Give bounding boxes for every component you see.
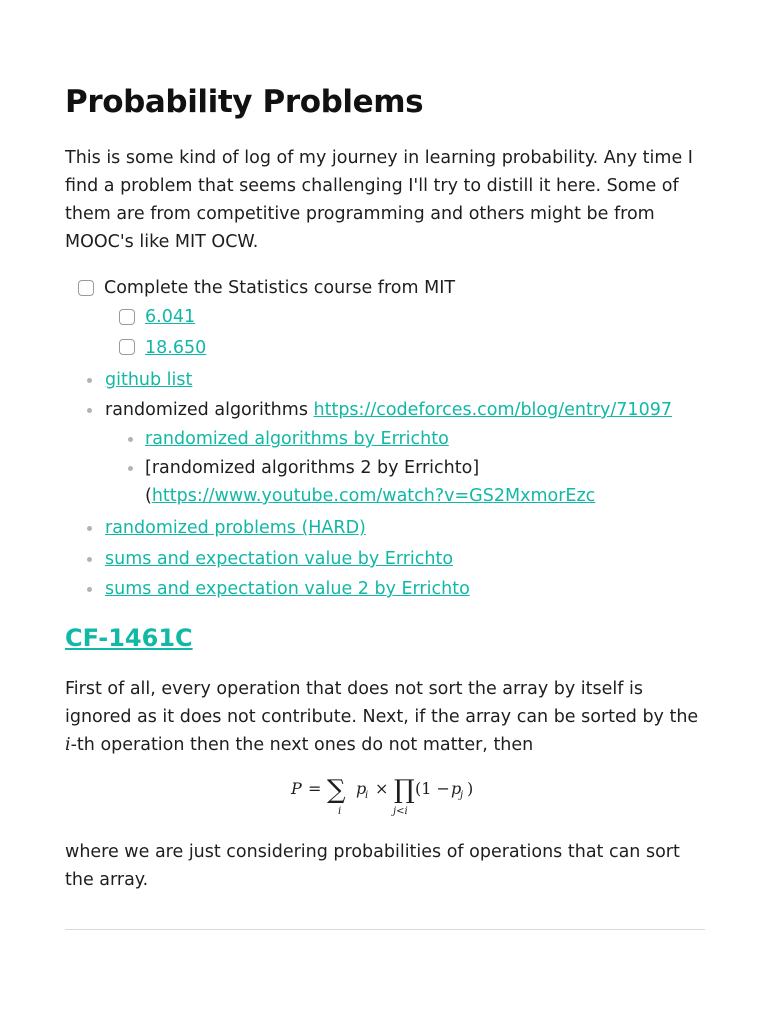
probability-formula (65, 768, 705, 820)
list-item-rand2-title: [randomized algorithms 2 by Errichto] (145, 458, 480, 478)
svg-text:×: × (375, 779, 389, 798)
link-randomized-problems[interactable]: randomized problems (HARD) (105, 518, 366, 538)
intro-paragraph: This is some kind of log of my journey in learning probability. Any time I find a problem that seems challenging I'll try to distill it here. Some of them are from competitive programming and others might be from MOOC's like MIT OCW. (65, 148, 693, 252)
todo-main-label: Complete the Statistics course from MIT (104, 278, 456, 298)
link-sums-expectation-2[interactable]: sums and expectation value 2 by Errichto (105, 579, 470, 599)
checkbox-statistics-course[interactable] (78, 280, 94, 296)
divider (65, 929, 705, 930)
svg-text:∏: ∏ (394, 775, 415, 805)
formula-graphic (65, 768, 705, 820)
bullet (87, 526, 92, 531)
link-sums-expectation[interactable]: sums and expectation value by Errichto (105, 549, 454, 569)
p1-variable: i (65, 735, 71, 755)
bullet (128, 466, 133, 471)
svg-text:j<i: j<i (393, 806, 408, 817)
link-youtube[interactable]: https://www.youtube.com/watch?v=GS2MxmorEzc (151, 486, 596, 506)
p1-text-b: -th operation then the next ones do not matter, then (70, 735, 534, 755)
section-paragraph-1 (65, 675, 705, 759)
link-codeforces-blog[interactable]: https://codeforces.com/blog/entry/71097 (313, 400, 672, 420)
checkbox-6041[interactable] (119, 309, 135, 325)
p1-text-a: First of all, every operation that does not sort the array by itself is ignored as it does not contribute. Next, if the array can be sorted by the (65, 679, 699, 727)
svg-text:i: i (338, 806, 342, 817)
bullet (87, 378, 92, 383)
rand-prefix: randomized algorithms (105, 400, 314, 420)
bullet (87, 557, 92, 562)
section-paragraph-2: where we are just considering probabilities of operations that can sort the array. (65, 842, 680, 890)
svg-text:): ) (467, 779, 474, 798)
svg-text:j: j (460, 790, 464, 801)
paren: ( (145, 486, 152, 506)
svg-text:p: p (356, 779, 367, 798)
bullet (87, 408, 92, 413)
link-18650[interactable]: 18.650 (145, 338, 207, 358)
page-title: Probability Problems (65, 84, 424, 120)
svg-text:P: P (291, 779, 302, 798)
svg-text:∑: ∑ (327, 775, 346, 805)
section-heading-cf-1461c[interactable]: CF-1461C (65, 624, 193, 652)
link-randomized-algorithms-errichto[interactable]: randomized algorithms by Errichto (145, 429, 449, 449)
svg-text:(1 −: (1 − (415, 779, 450, 798)
checkbox-18650[interactable] (119, 339, 135, 355)
svg-text:i: i (365, 790, 369, 801)
list-item-rand2-link-line (145, 482, 595, 510)
bullet (128, 437, 133, 442)
list-item-randomized-algorithms (105, 396, 672, 424)
svg-text:p: p (451, 779, 462, 798)
bullet (87, 587, 92, 592)
svg-text:=: = (308, 779, 322, 798)
link-6041[interactable]: 6.041 (145, 307, 196, 327)
link-github-list[interactable]: github list (105, 370, 193, 390)
